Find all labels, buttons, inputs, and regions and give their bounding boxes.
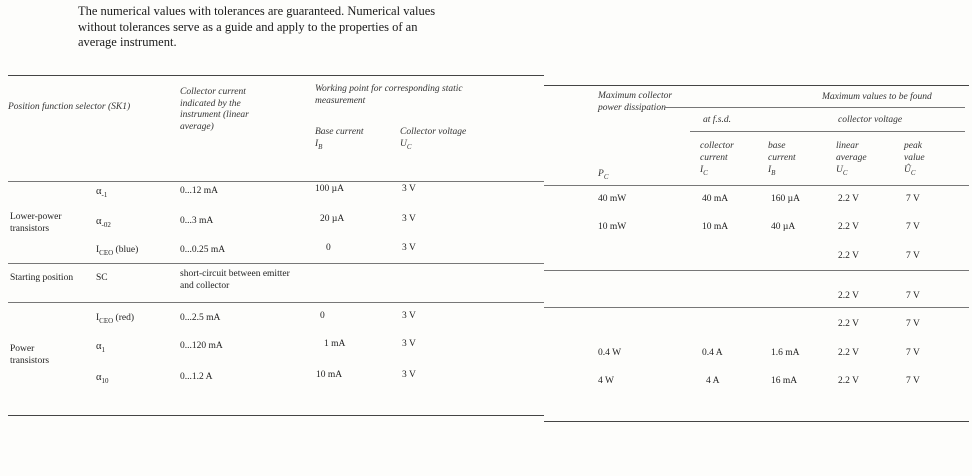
header-pc-symbol: $P_C$ [598,169,609,181]
row-6-current: 0...120 mA [180,341,223,351]
header-base-current-symbol: $I_B$ [315,139,323,151]
left-top-rule [8,75,544,76]
row-1-base: 100 µA [315,184,344,194]
intro-line-3: average instrument. [78,35,177,49]
r-row-5-linear: 2.2 V [838,319,859,329]
header-working-point: Working point for corresponding static measurement [315,84,463,106]
header-collector-voltage-right: collector voltage [838,115,903,125]
row-6-base: 1 mA [324,339,346,349]
row-5-base: 0 [320,311,325,321]
header-linear-average: linear average [836,141,867,163]
left-header-rule [8,181,544,182]
header-max-values: Maximum values to be found [822,92,932,102]
r-row-7-pc: 4 W [598,376,614,386]
row-3-base: 0 [326,243,331,253]
header-collector-voltage: Collector voltage [400,127,467,137]
r-row-2-peak: 7 V [906,222,920,232]
r-row-3-linear: 2.2 V [838,251,859,261]
row-3-position: $I_{CEO}$ (blue) [96,245,139,257]
header-at-fsd: at f.s.d. [703,115,731,125]
row-1-position: $\alpha_{-1}$ [96,186,108,200]
r-row-1-linear: 2.2 V [838,194,859,204]
row-5-voltage: 3 V [402,311,416,321]
header-base-current-right: base current [768,141,796,163]
group-power: Power transistors [10,344,50,366]
row-6-position: $\alpha_1$ [96,341,106,355]
r-row-3-peak: 7 V [906,251,920,261]
r-row-6-ic: 0.4 A [702,348,723,358]
header-base-current: Base current [315,127,364,137]
r-row-2-linear: 2.2 V [838,222,859,232]
right-top-rule [544,85,969,86]
r-row-6-linear: 2.2 V [838,348,859,358]
r-row-2-ib: 40 µA [771,222,796,232]
row-7-current: 0...1.2 A [180,372,213,382]
right-bottom-rule [544,421,969,422]
row-6-voltage: 3 V [402,339,416,349]
r-row-7-peak: 7 V [906,376,920,386]
header-peak-value-symbol: $Û_C$ [904,165,916,177]
header-collector-current-right: collector current [700,141,734,163]
left-rule-starting-top [8,263,544,264]
header-base-current-right-symbol: $I_B$ [768,165,776,177]
row-3-voltage: 3 V [402,243,416,253]
r-row-4-peak: 7 V [906,291,920,301]
r-row-2-pc: 10 mW [598,222,627,232]
intro-line-2: without tolerances serve as a guide and apply to the properties of an [78,19,418,34]
header-collector-voltage-symbol: $U_C$ [400,139,412,151]
row-2-position: $\alpha_{-02}$ [96,216,111,230]
r-row-7-linear: 2.2 V [838,376,859,386]
group-starting-position: Starting position [10,273,74,283]
row-7-position: $\alpha_{10}$ [96,372,109,386]
r-row-1-pc: 40 mW [598,194,627,204]
right-rule-mid-top [544,270,969,271]
r-row-5-peak: 7 V [906,319,920,329]
row-1-current: 0...12 mA [180,186,218,196]
row-7-base: 10 mA [316,370,343,380]
r-row-7-ib: 16 mA [771,376,798,386]
right-header-rule [544,185,969,186]
row-2-base: 20 µA [320,214,345,224]
r-row-1-ic: 40 mA [702,194,729,204]
header-collector-current: Collector current indicated by the instrument (linear average) [180,87,249,132]
row-2-current: 0...3 mA [180,216,214,226]
intro-line-1: The numerical values with tolerances are guaranteed. Numerical values [78,4,436,18]
r-row-6-ib: 1.6 mA [771,348,800,358]
r-row-4-linear: 2.2 V [838,291,859,301]
header-peak-value: peak value [904,141,925,163]
row-3-current: 0...0.25 mA [180,245,226,255]
row-4-current: short-circuit between emitter and collector [180,269,290,291]
right-group-rule [665,107,965,108]
r-row-2-ic: 10 mA [702,222,729,232]
left-bottom-rule [8,415,544,416]
row-5-position: $I_{CEO}$ (red) [96,313,135,325]
row-4-position: SC [96,273,108,283]
row-2-voltage: 3 V [402,214,416,224]
header-linear-average-symbol: $U_C$ [836,165,848,177]
r-row-1-ib: 160 µA [771,194,800,204]
right-rule-mid-bottom [544,307,969,308]
row-1-voltage: 3 V [402,184,416,194]
intro-paragraph [78,4,508,51]
r-row-1-peak: 7 V [906,194,920,204]
row-7-voltage: 3 V [402,370,416,380]
r-row-7-ic: 4 A [706,376,720,386]
r-row-6-peak: 7 V [906,348,920,358]
right-subgroup-rule [690,131,965,132]
header-collector-current-symbol: $I_C$ [700,165,708,177]
header-position: Position function selector (SK1) [8,102,131,112]
left-rule-starting-bottom [8,302,544,303]
group-lower-power: Lower-power transistors [10,212,62,234]
row-5-current: 0...2.5 mA [180,313,221,323]
r-row-6-pc: 0.4 W [598,348,622,358]
header-max-power: Maximum collector power dissipation [598,91,673,113]
